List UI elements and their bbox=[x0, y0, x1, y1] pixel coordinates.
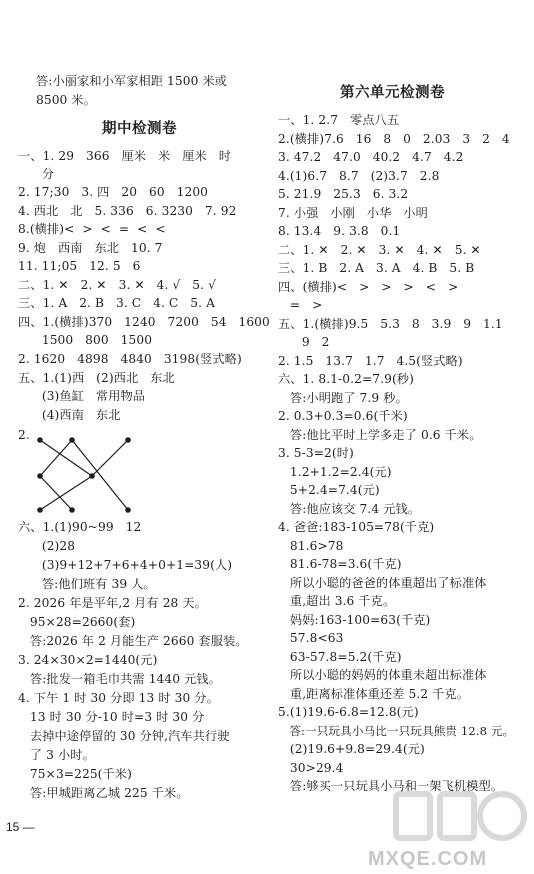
answer-line: 2.(横排)7.6 16 8 0 2.03 3 2 4 bbox=[278, 132, 510, 146]
diagram-dot bbox=[38, 474, 42, 478]
matching-lines-diagram bbox=[30, 434, 146, 518]
answer-line: 4.(1)6.7 8.7 (2)3.7 2.8 bbox=[278, 169, 440, 183]
answer-line: 95×28=2660(套) bbox=[18, 615, 136, 629]
answer-line: 了 3 小时。 bbox=[18, 748, 95, 762]
answer-line: 六、1.(1)90~99 12 bbox=[18, 520, 142, 534]
answer-line: 4. 爸爸:183-105=78(千克) bbox=[278, 520, 435, 534]
answer-line: 答:他比平时上学多走了 0.6 千米。 bbox=[278, 428, 482, 442]
answer-line: 2. 0.3+0.3=0.6(千米) bbox=[278, 409, 408, 423]
answer-line: 三、1. A 2. B 3. C 4. C 5. A bbox=[18, 296, 215, 310]
answer-line: 二、1. ✕ 2. ✕ 3. ✕ 4. √ 5. √ bbox=[18, 278, 216, 292]
answer-line: 六、1. 8.1-0.2=7.9(秒) bbox=[278, 372, 414, 386]
diagram-dot bbox=[70, 508, 74, 512]
answer-line: 63-57.8=5.2(千克) bbox=[278, 650, 402, 664]
intro-line: 答:小丽家和小军家相距 1500 米或 bbox=[36, 74, 228, 88]
answer-line: 1.2+1.2=2.4(元) bbox=[278, 465, 392, 479]
answer-line: 2. 1620 4898 4840 3198(竖式略) bbox=[18, 352, 242, 366]
answer-line: 1500 800 1500 bbox=[18, 333, 153, 347]
diagram-line bbox=[40, 440, 72, 476]
answer-line: 重,距离标准体重还差 5.2 千克。 bbox=[278, 687, 469, 701]
answer-line: 5.(1)19.6-6.8=12.8(元) bbox=[278, 705, 419, 719]
intro-line: 8500 米。 bbox=[36, 93, 96, 107]
answer-line: 四、(横排)< > > > < > bbox=[278, 280, 459, 294]
diagram-line bbox=[40, 476, 92, 510]
answer-line: 75×3=225(千米) bbox=[18, 767, 132, 781]
answer-line: (3)9+12+7+6+4+0+1=39(人) bbox=[18, 558, 233, 572]
answer-line: 5. 21.9 25.3 6. 3.2 bbox=[278, 187, 409, 201]
answer-line: 2. 1.5 13.7 1.7 4.5(竖式略) bbox=[278, 354, 463, 368]
answer-line: (2)19.6+9.8=29.4(元) bbox=[278, 742, 425, 756]
answer-line: 答:够买一只玩具小马和一架飞机模型。 bbox=[278, 779, 504, 793]
diagram-line bbox=[40, 476, 72, 510]
answer-line: 答:他们班有 39 人。 bbox=[18, 577, 156, 591]
answer-line: (2)28 bbox=[18, 539, 76, 553]
answer-line: 4. 西北 北 5. 336 6. 3230 7. 92 bbox=[18, 204, 237, 218]
answer-line: 答:2026 年 2 月能生产 2660 套服装。 bbox=[18, 634, 248, 648]
answer-line: (3)鱼缸 常用物品 bbox=[18, 389, 146, 403]
midterm-title: 期中检测卷 bbox=[102, 120, 177, 137]
answer-line: 11. 11;05 12. 5 6 bbox=[18, 259, 141, 273]
answer-line: 去掉中途停留的 30 分钟,汽车共行驶 bbox=[18, 729, 230, 743]
answer-line: = > bbox=[278, 298, 323, 312]
watermark-text: MXQE.COM bbox=[368, 848, 488, 870]
answer-line: 一、1. 2.7 零点八五 bbox=[278, 113, 400, 127]
diagram-dot bbox=[38, 438, 42, 442]
answer-line: 答:一只玩具小马比一只玩具熊贵 12.8 元。 bbox=[278, 724, 515, 738]
answer-line: 答:甲城距离乙城 225 千米。 bbox=[18, 786, 189, 800]
answer-line: 重,超出 3.6 千克。 bbox=[278, 594, 396, 608]
answer-line: 四、1.(横排)370 1240 7200 54 1600 bbox=[18, 315, 270, 329]
diagram-dot bbox=[70, 438, 74, 442]
answer-line: 9 2 bbox=[278, 335, 330, 349]
answer-line: 8.(横排)< > < = < < bbox=[18, 222, 166, 236]
page-number: 15 — bbox=[6, 820, 35, 834]
answer-line: (4)西南 东北 bbox=[18, 408, 121, 422]
answer-line: 所以小聪的妈妈的体重未超出标准体 bbox=[278, 668, 487, 682]
diagram-line bbox=[92, 440, 128, 476]
answer-line: 3. 47.2 47.0 40.2 4.7 4.2 bbox=[278, 150, 464, 164]
answer-line: 2. 17;30 3. 四 20 60 1200 bbox=[18, 185, 209, 199]
answer-line: 一、1. 29 366 厘米 米 厘米 时 bbox=[18, 149, 231, 163]
answer-line: 57.8<63 bbox=[278, 631, 344, 645]
diagram-line bbox=[72, 440, 128, 510]
answer-line: 答:批发一箱毛巾共需 1440 元钱。 bbox=[18, 672, 221, 686]
answer-line: 五、1.(1)西 (2)西北 东北 bbox=[18, 371, 175, 385]
answer-line: 81.6>78 bbox=[278, 539, 344, 553]
answer-line: 8. 13.4 9. 3.8 0.1 bbox=[278, 224, 401, 238]
answer-line: 3. 5-3=2(时) bbox=[278, 446, 354, 460]
answer-line: 30>29.4 bbox=[278, 761, 344, 775]
diagram-line bbox=[40, 440, 92, 476]
answer-line: 81.6-78=3.6(千克) bbox=[278, 557, 402, 571]
answer-line: 妈妈:163-100=63(千克) bbox=[278, 613, 431, 627]
answer-line: 答:小明跑了 7.9 秒。 bbox=[278, 391, 408, 405]
answer-line: 二、1. ✕ 2. ✕ 3. ✕ 4. ✕ 5. ✕ bbox=[278, 243, 481, 257]
answer-line: 五、1.(横排)9.5 5.3 8 3.9 9 1.1 bbox=[278, 317, 503, 331]
answer-line: 三、1. B 2. A 3. A 4. B 5. B bbox=[278, 261, 475, 275]
diagram-dot bbox=[38, 508, 42, 512]
answer-line: 9. 炮 西南 东北 10. 7 bbox=[18, 241, 163, 255]
diagram-dot bbox=[90, 474, 94, 478]
answer-line: 3. 24×30×2=1440(元) bbox=[18, 653, 158, 667]
unit6-title: 第六单元检测卷 bbox=[340, 84, 445, 101]
answer-line: 所以小聪的爸爸的体重超出了标准体 bbox=[278, 576, 487, 590]
answer-line: 13 时 30 分-10 时=3 时 30 分 bbox=[18, 710, 205, 724]
answer-line: 2. 2026 年是平年,2 月有 28 天。 bbox=[18, 596, 207, 610]
answer-line: 5+2.4=7.4(元) bbox=[278, 483, 380, 497]
answer-line: 2. bbox=[18, 428, 30, 442]
answer-line: 分 bbox=[18, 167, 55, 181]
answer-line: 4. 下午 1 时 30 分即 13 时 30 分。 bbox=[18, 691, 219, 705]
diagram-dot bbox=[126, 438, 130, 442]
answer-line: 答:他应该交 7.4 元钱。 bbox=[278, 502, 421, 516]
answer-line: 7. 小强 小刚 小华 小明 bbox=[278, 206, 428, 220]
diagram-dot bbox=[126, 508, 130, 512]
